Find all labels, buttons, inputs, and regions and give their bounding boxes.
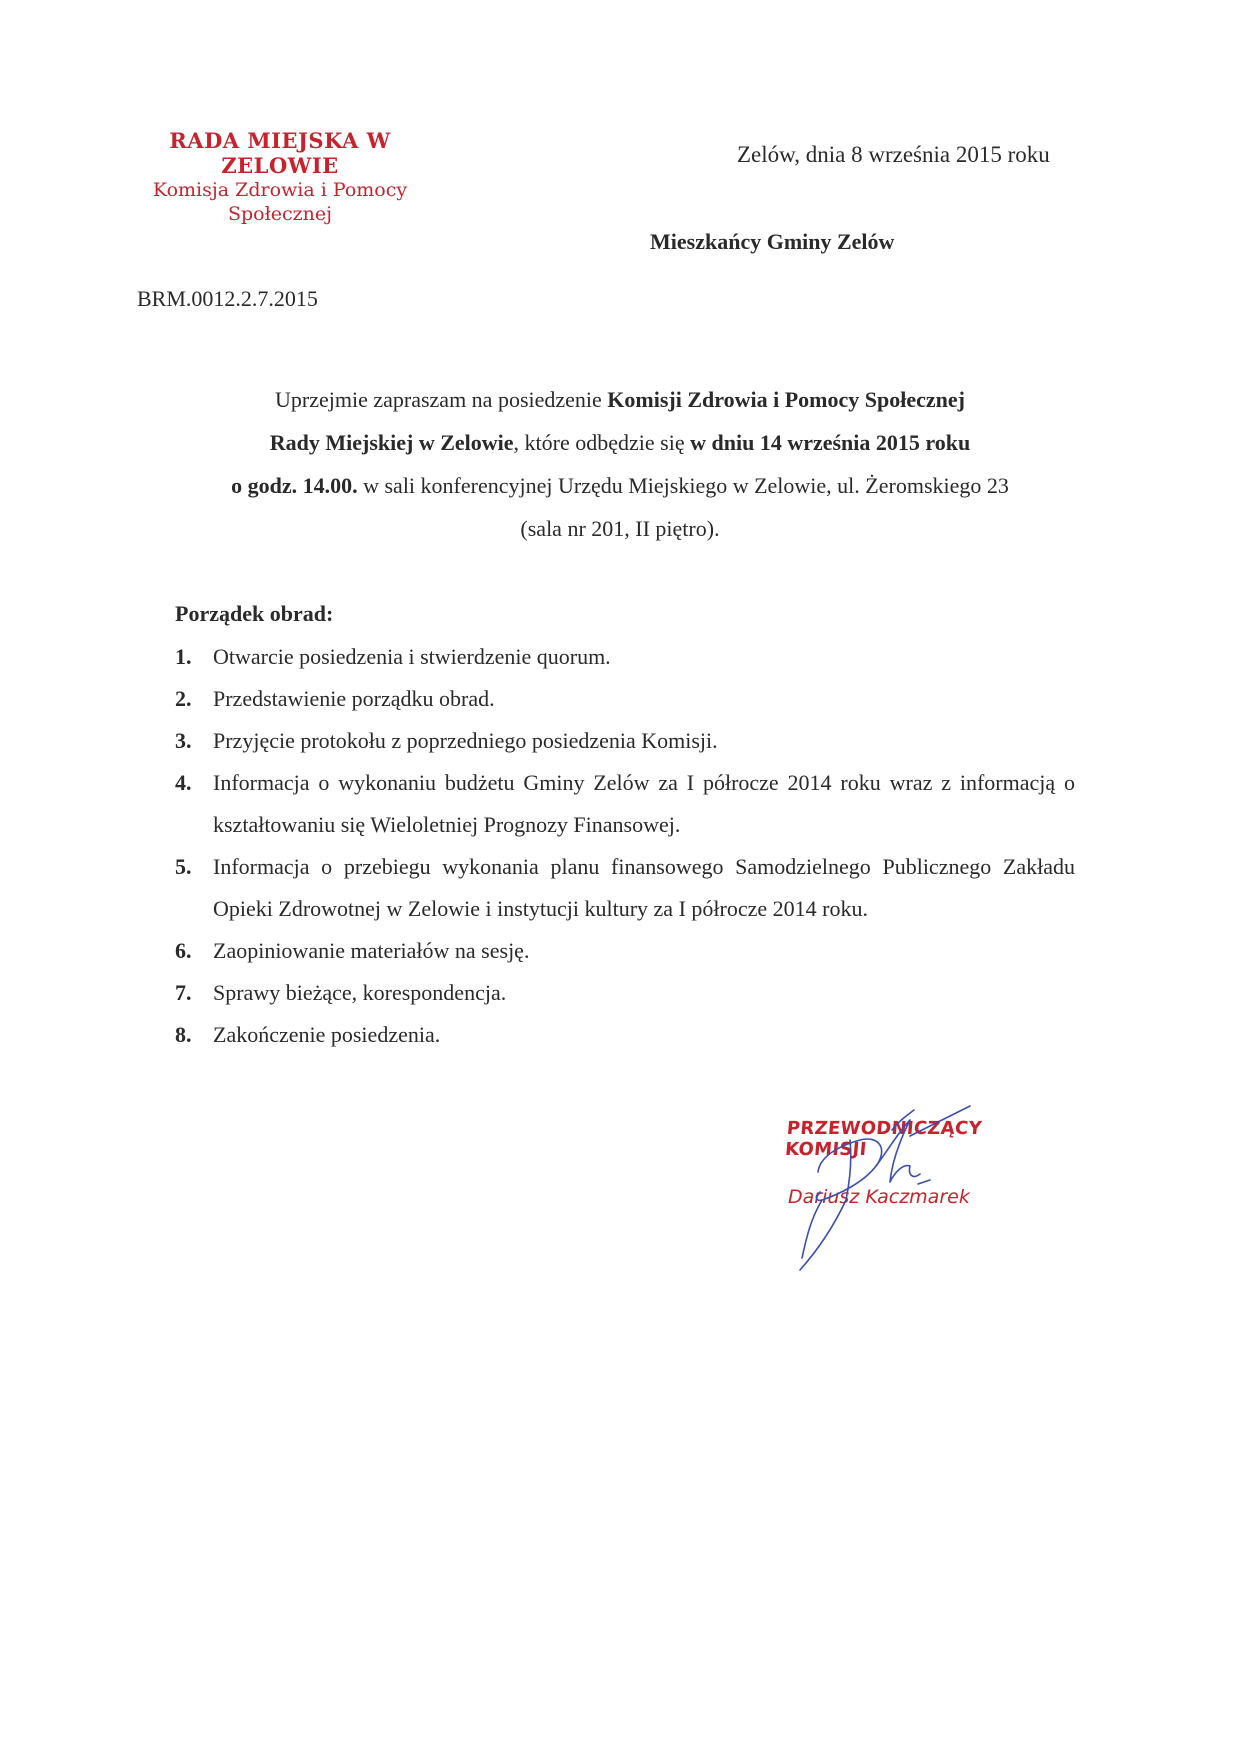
agenda-item-number: 8. — [175, 1022, 192, 1047]
invitation-committee: Komisji Zdrowia i Pomocy Społecznej — [607, 387, 965, 412]
agenda-item — [175, 846, 1075, 930]
agenda-item-text: Informacja o wykonaniu budżetu Gminy Zelów za I półrocze 2014 roku wraz z informacją o kształtowaniu się Wieloletniej Prognozy Finansowej. — [213, 770, 1075, 837]
agenda-item — [175, 720, 1075, 762]
invitation-council: Rady Miejskiej w Zelowie — [269, 430, 514, 455]
agenda-item — [175, 762, 1075, 846]
signature-title: PRZEWODNICZĄCY KOMISJI — [784, 1118, 983, 1160]
agenda-item — [175, 636, 1075, 678]
agenda-item — [175, 930, 1075, 972]
stamp-line-council: RADA MIEJSKA W ZELOWIE — [169, 128, 391, 178]
agenda-item-text: Informacja o przebiegu wykonania planu finansowego Samodzielnego Publicznego Zakładu Opieki Zdrowotnej w Zelowie i instytucji kultury za I półrocze 2014 roku. — [213, 854, 1075, 921]
agenda-item-number: 3. — [175, 728, 192, 753]
invitation-line-2 — [140, 421, 1100, 464]
agenda-item — [175, 1014, 1075, 1056]
invitation-paragraph — [140, 378, 1100, 550]
invitation-line-3 — [140, 464, 1100, 507]
agenda-item — [175, 678, 1075, 720]
addressee: Mieszkańcy Gminy Zelów — [650, 229, 895, 254]
agenda-item-number: 1. — [175, 644, 192, 669]
stamp-line-committee-cont: Społecznej — [227, 203, 333, 225]
agenda-item-text: Zaopiniowanie materiałów na sesję. — [213, 938, 530, 963]
invitation-line-1 — [140, 378, 1100, 421]
invitation-date: w dniu 14 września 2015 roku — [690, 430, 971, 455]
invitation-line-4 — [140, 507, 1100, 550]
invitation-room: (sala nr 201, II piętro). — [520, 516, 720, 541]
reference-number: BRM.0012.2.7.2015 — [137, 286, 318, 311]
stamp-line-committee: Komisja Zdrowia i Pomocy — [152, 179, 408, 201]
invitation-time: o godz. 14.00. — [231, 473, 358, 498]
agenda-list — [175, 636, 1075, 1056]
invitation-location: w sali konferencyjnej Urzędu Miejskiego w Zelowie, ul. Żeromskiego 23 — [357, 473, 1009, 498]
letter-date: Zelów, dnia 8 września 2015 roku — [737, 142, 1050, 167]
agenda-item — [175, 972, 1075, 1014]
invitation-text-2: , które odbędzie się — [513, 430, 691, 455]
agenda-item-text: Zakończenie posiedzenia. — [213, 1022, 441, 1047]
invitation-text-1: Uprzejmie zapraszam na posiedzenie — [275, 387, 608, 412]
agenda-item-number: 6. — [175, 938, 192, 963]
agenda-item-text: Przedstawienie porządku obrad. — [213, 686, 495, 711]
agenda-item-number: 2. — [175, 686, 192, 711]
signature-name: Dariusz Kaczmarek — [788, 1186, 970, 1208]
council-stamp — [125, 128, 435, 226]
agenda-item-text: Przyjęcie protokołu z poprzedniego posiedzenia Komisji. — [213, 728, 718, 753]
handwritten-signature — [780, 1100, 1040, 1280]
agenda-item-number: 5. — [175, 854, 192, 879]
agenda-item-text: Sprawy bieżące, korespondencja. — [213, 980, 507, 1005]
agenda-item-number: 4. — [175, 770, 192, 795]
agenda-item-number: 7. — [175, 980, 192, 1005]
signature-block — [780, 1100, 1040, 1280]
agenda-item-text: Otwarcie posiedzenia i stwierdzenie quorum. — [213, 644, 611, 669]
agenda-heading: Porządek obrad: — [175, 601, 334, 626]
